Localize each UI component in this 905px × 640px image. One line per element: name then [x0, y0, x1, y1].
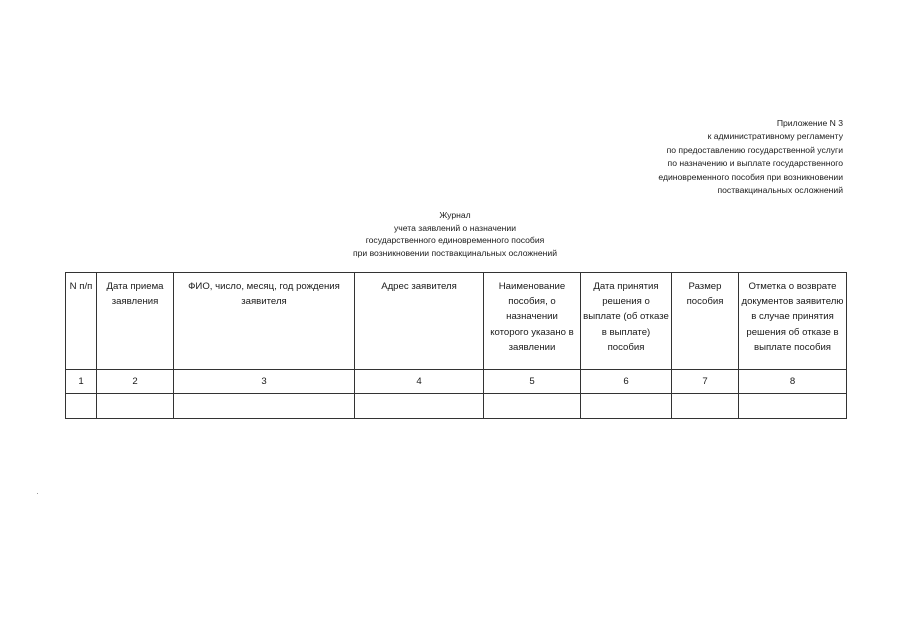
table-header-row: [66, 273, 847, 370]
table-cell: [66, 394, 97, 419]
table-row: [66, 394, 847, 419]
appendix-line: единовременного пособия при возникновении: [658, 171, 843, 182]
journal-title: [255, 209, 655, 259]
column-number: 1: [66, 370, 97, 394]
header-cell-application-date: Дата приема заявления: [97, 273, 174, 370]
header-cell-decision-date: Дата принятия решения о выплате (об отказе в выплате) пособия: [581, 273, 672, 370]
column-number-row: [66, 370, 847, 394]
header-cell-applicant-address: Адрес заявителя: [355, 273, 484, 370]
register-table: [65, 272, 847, 419]
appendix-line: по предоставлению государственной услуги: [666, 144, 843, 155]
table-cell: [484, 394, 581, 419]
journal-title-line: Журнал: [439, 210, 471, 220]
column-number: 7: [672, 370, 739, 394]
column-number: 2: [97, 370, 174, 394]
table-cell: [739, 394, 847, 419]
header-cell-applicant-name: ФИО, число, месяц, год рождения заявителя: [174, 273, 355, 370]
appendix-line: к административному регламенту: [707, 131, 843, 142]
column-number: 3: [174, 370, 355, 394]
journal-title-line: учета заявлений о назначении: [393, 222, 517, 233]
journal-title-line: государственного единовременного пособия: [365, 235, 545, 246]
header-cell-benefit-amount: Размер пособия: [672, 273, 739, 370]
table-cell: [174, 394, 355, 419]
appendix-line: по назначению и выплате государственного: [667, 158, 843, 169]
column-number: 5: [484, 370, 581, 394]
header-cell-return-note: Отметка о возврате документов заявителю в случае принятия решения об отказе в выплате пособия: [739, 273, 847, 370]
appendix-note: [543, 117, 843, 197]
table-cell: [355, 394, 484, 419]
header-cell-number: N п/п: [66, 273, 97, 370]
table-cell: [672, 394, 739, 419]
column-number: 4: [355, 370, 484, 394]
appendix-line: поствакцинальных осложнений: [717, 185, 843, 196]
column-number: 8: [739, 370, 847, 394]
header-cell-benefit-name: Наименование пособия, о назначении которого указано в заявлении: [484, 273, 581, 370]
column-number: 6: [581, 370, 672, 394]
appendix-line: Приложение N 3: [776, 118, 843, 128]
journal-title-line: при возникновении поствакцинальных осложнений: [352, 247, 558, 258]
table-cell: [97, 394, 174, 419]
table-cell: [581, 394, 672, 419]
scan-speck: [37, 493, 38, 494]
